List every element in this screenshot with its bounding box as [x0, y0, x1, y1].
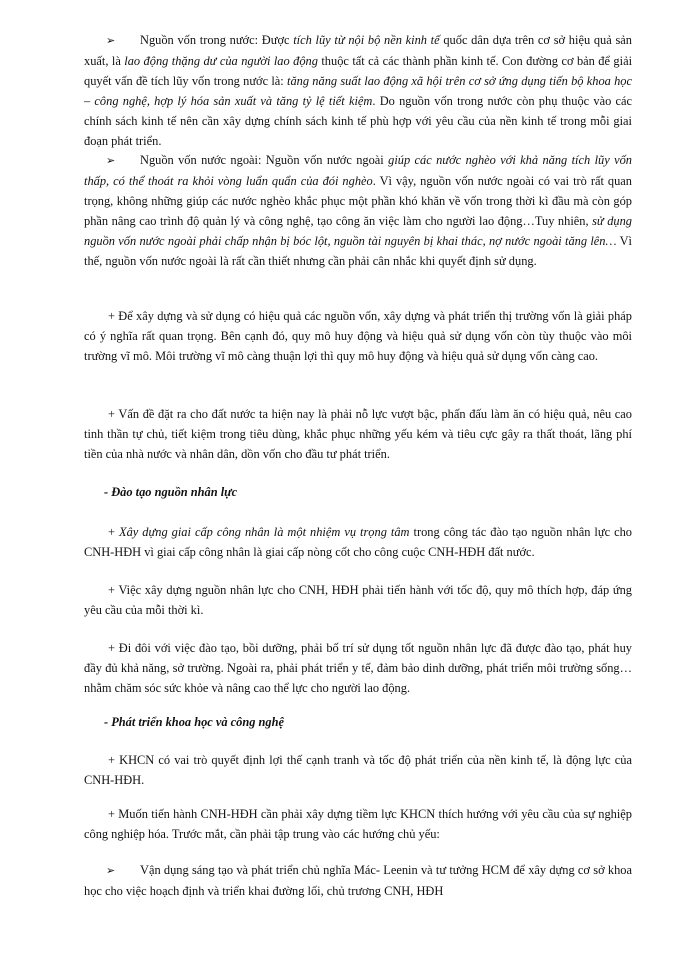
heading-science-technology: - Phát triển khoa học và công nghệ: [104, 715, 285, 729]
paragraph-marxism-application: ➢ Vận dụng sáng tạo và phát triển chủ nghĩa Mác- Leenin và tư tưởng HCM để xây dựng cơ sở khoa học cho việc hoạch định và triển khai đường lối, chủ trương CNH, HĐH: [84, 863, 632, 898]
paragraph-capital-market: + Để xây dựng và sử dụng có hiệu quả các nguồn vốn, xây dựng và phát triển thị trường vốn là giải pháp có ý nghĩa rất quan trọng. Bên cạnh đó, quy mô huy động và hiệu quả sử dụng vốn còn tùy thuộc vào môi trường vĩ mô. Môi trường vĩ mô càng thuận lợi thì quy mô huy động và hiệu quả sử dụng vốn càng cao.: [84, 309, 632, 363]
heading-human-resources: - Đào tạo nguồn nhân lực: [104, 485, 238, 499]
paragraph-khcn-role: + KHCN có vai trò quyết định lợi thế cạnh tranh và tốc độ phát triển của nền kinh tế, là động lực của CNH-HĐH.: [84, 753, 632, 787]
arrow-bullet-icon: ➢: [106, 34, 116, 47]
arrow-bullet-icon: ➢: [106, 864, 116, 877]
paragraph-training-health: + Đi đôi với việc đào tạo, bồi dưỡng, phải bố trí sử dụng tốt nguồn nhân lực đã được đào tạo, phát huy đầy đủ khả năng, sở trường. Ngoài ra, phải phát triển y tế, đảm bảo dinh dưỡng, phát triển môi trường sống… nhằm chăm sóc sức khỏe và nâng cao thể lực cho người lao động.: [84, 641, 632, 695]
paragraph-foreign-capital: ➢ Nguồn vốn nước ngoài: Nguồn vốn nước ngoài giúp các nước nghèo với khả năng tích lũy vốn thấp, có thể thoát ra khỏi vòng luẩn quẩn của đói nghèo. Vì vậy, nguồn vốn nước ngoài có vai trò rất quan trọng, không những giúp các nước nghèo khắc phục một phần khó khăn về vốn trong thời kì đầu mà còn góp phần nâng cao trình độ quản lý và công nghệ, tạo công ăn việc làm cho người lao động…Tuy nhiên, sử dụng nguồn vốn nước ngoài phải chấp nhận bị bóc lột, nguồn tài nguyên bị khai thác, nợ nước ngoài tăng lên… Vì thế, nguồn vốn nước ngoài là rất cần thiết nhưng cần phải cân nhắc khi quyết định sử dụng.: [84, 153, 632, 268]
paragraph-khcn-potential: + Muốn tiến hành CNH-HĐH cần phải xây dựng tiềm lực KHCN thích hướng với yêu cầu của sự nghiệp công nghiệp hóa. Trước mắt, cần phải tập trung vào các hướng chủ yếu:: [84, 807, 632, 841]
paragraph-human-resource-building: + Việc xây dựng nguồn nhân lực cho CNH, HĐH phải tiến hành với tốc độ, quy mô thích hợp, đáp ứng yêu cầu của mỗi thời kì.: [84, 583, 632, 617]
paragraph-domestic-capital: ➢ Nguồn vốn trong nước: Được tích lũy từ nội bộ nền kinh tế quốc dân dựa trên cơ sở hiệu quả sản xuất, là lao động thặng dư của người lao động thuộc tất cả các thành phần kinh tế. Con đường cơ bản để giải quyết vấn đề tích lũy vốn trong nước là: tăng năng suất lao động xã hội trên cơ sở ứng dụng tiến bộ khoa học – công nghệ, hợp lý hóa sản xuất và tăng tỷ lệ tiết kiệm. Do nguồn vốn trong nước còn phụ thuộc vào các chính sách kinh tế nên cần xây dựng chính sách kinh tế phù hợp với yêu cầu của nền kinh tế trong mỗi giai đoạn phát triển.: [84, 33, 633, 148]
paragraph-national-effort: + Vấn đề đặt ra cho đất nước ta hiện nay là phải nỗ lực vượt bậc, phấn đấu làm ăn có hiệu quả, nêu cao tinh thần tự chủ, tiết kiệm trong tiêu dùng, khắc phục những yếu kém và tiêu cực gây ra thất thoát, lãng phí tiền của nhà nước và nhân dân, dồn vốn cho đầu tư phát triển.: [84, 407, 632, 461]
arrow-bullet-icon: ➢: [106, 154, 116, 167]
paragraph-working-class: + Xây dựng giai cấp công nhân là một nhiệm vụ trọng tâm trong công tác đào tạo nguồn nhân lực cho CNH-HĐH vì giai cấp công nhân là giai cấp nòng cốt cho công cuộc CNH-HĐH đất nước.: [84, 525, 632, 559]
